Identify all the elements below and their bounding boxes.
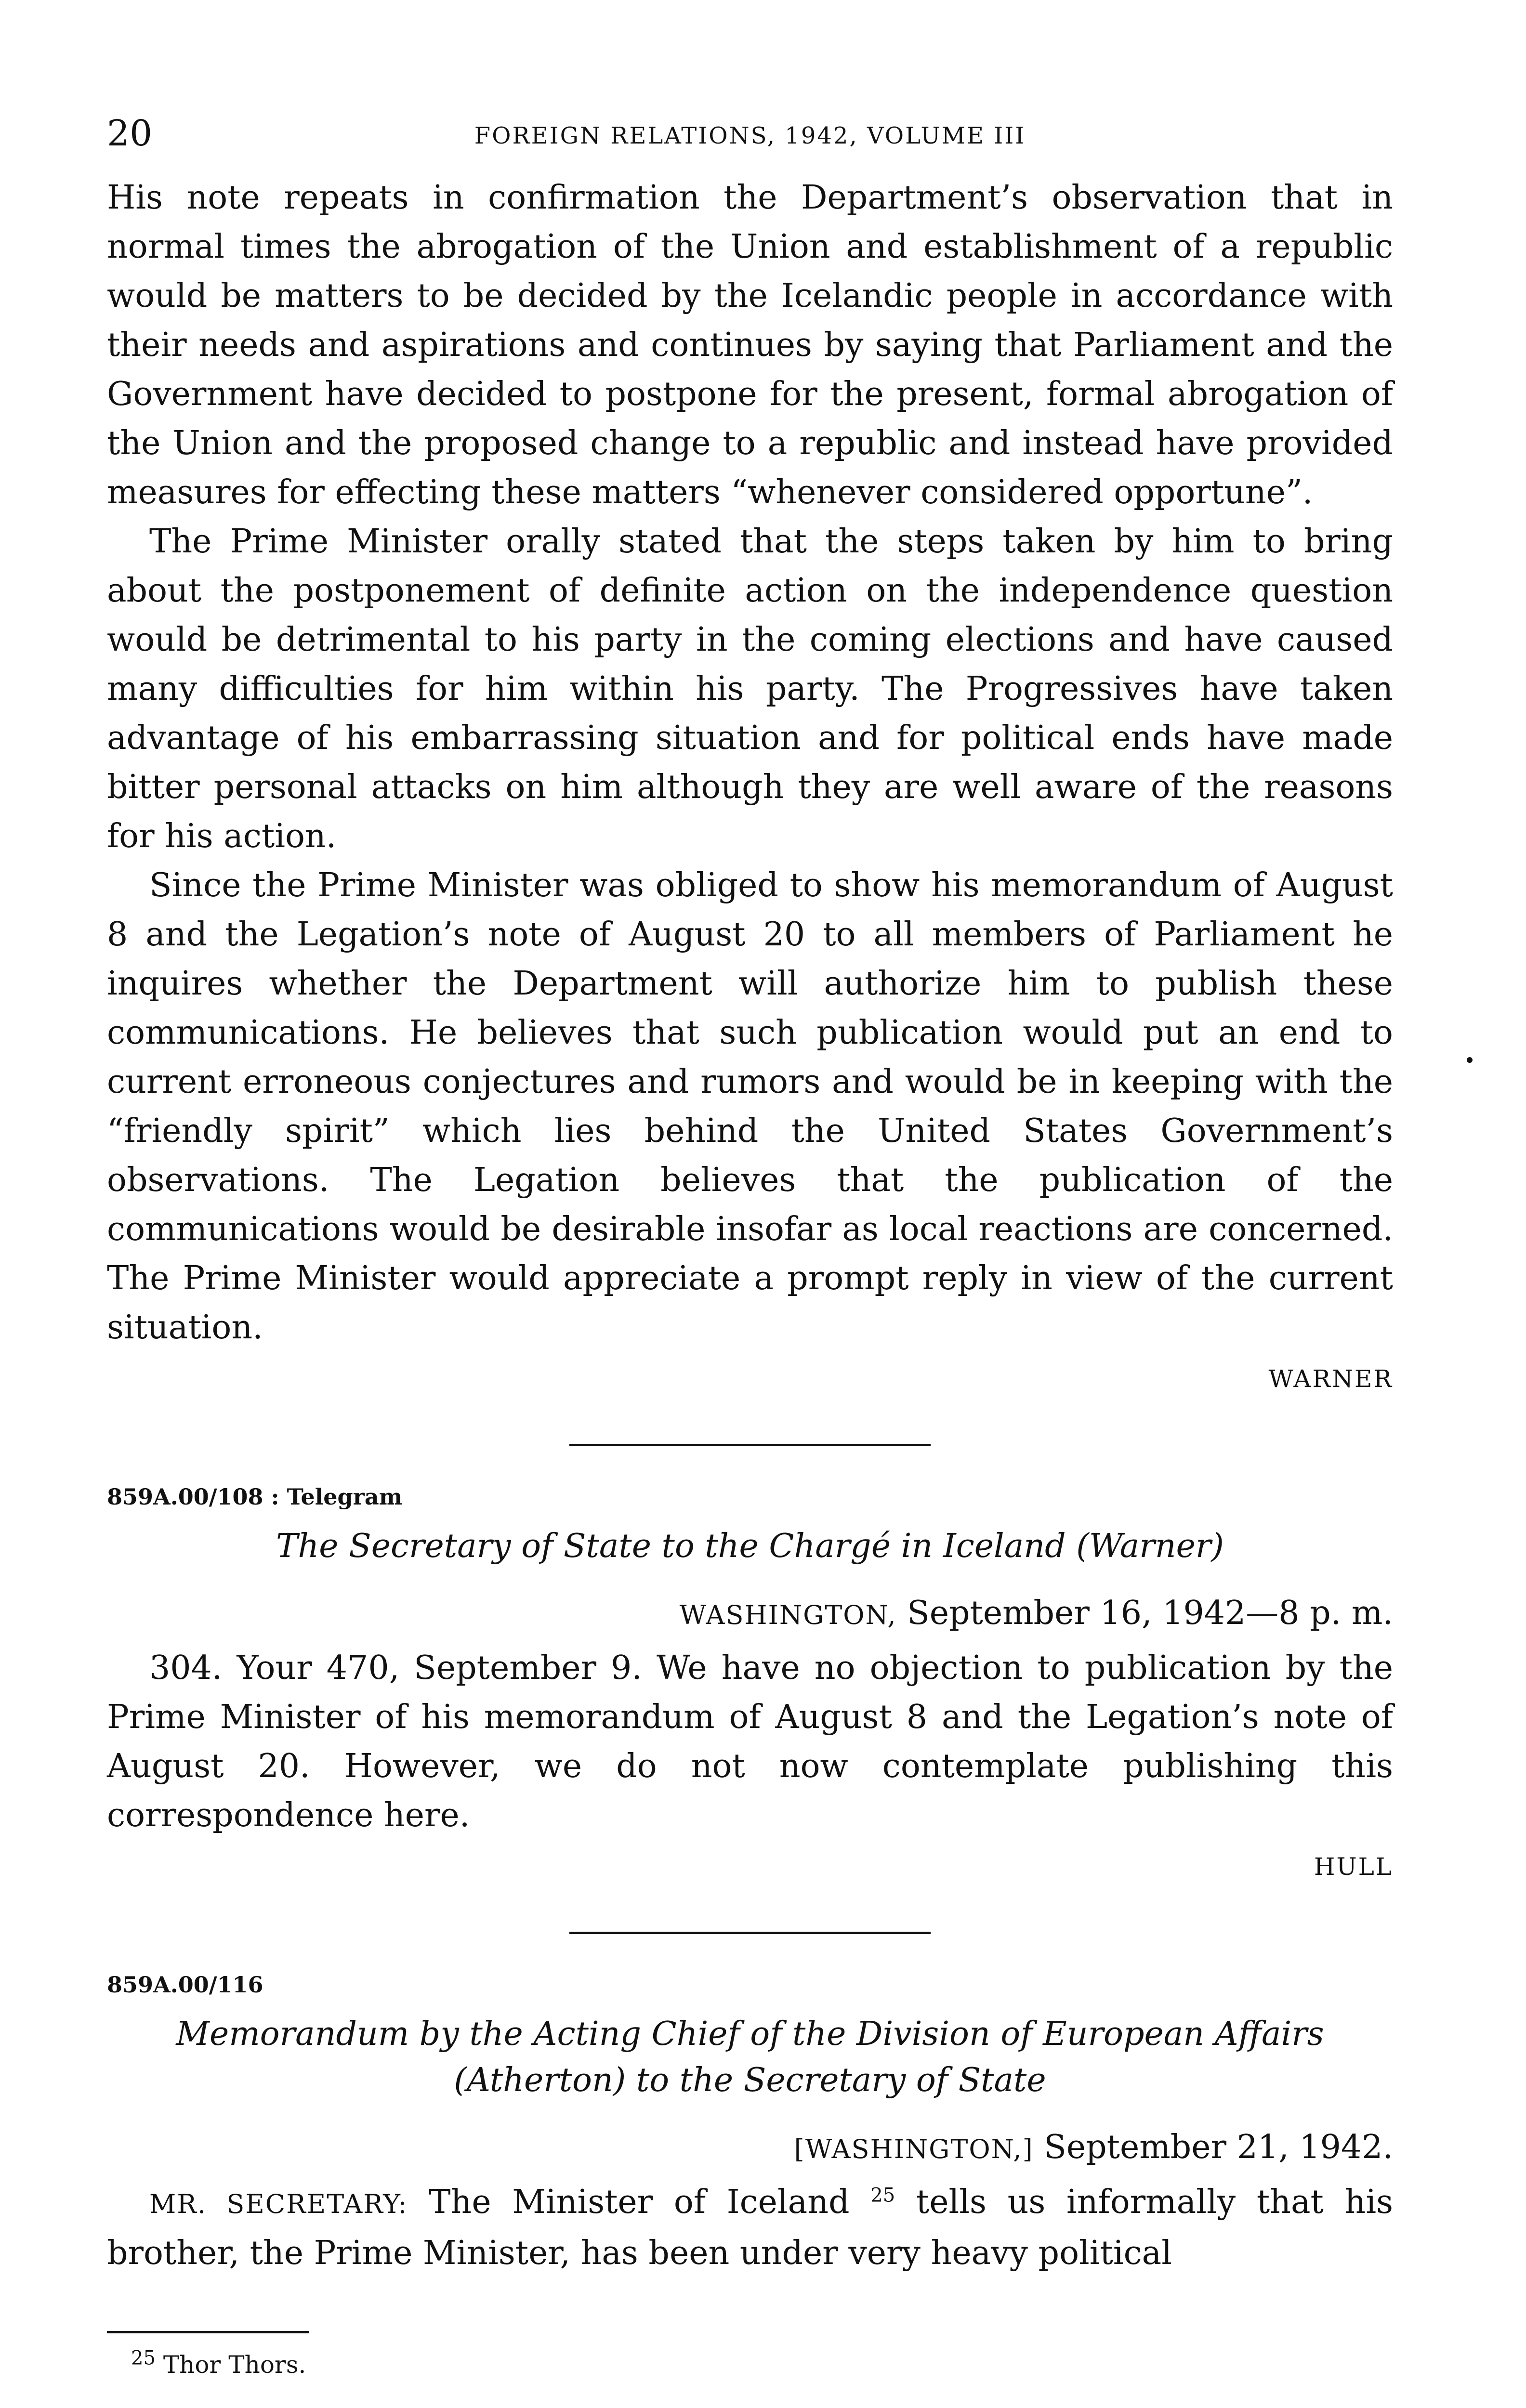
dateline-telegram [107, 1589, 1393, 1640]
running-head: FOREIGN RELATIONS, 1942, VOLUME III [474, 122, 1026, 149]
paragraph-telegram-body: 304. Your 470, September 9. We have no objection to publication by the Prime Minister of his memorandum of August 8 and the Legation’s note of August 20. However, we do not now contemplate publishing this correspondence here. [107, 1649, 1393, 1834]
salutation: MR. SECRETARY: [149, 2189, 408, 2219]
footnote [107, 2343, 1393, 2386]
document-title-telegram: The Secretary of State to the Chargé in Iceland (Warner) [276, 1527, 1224, 1565]
title-line: (Atherton) to the Secretary of State [454, 2061, 1046, 2099]
document-title-memorandum [107, 2011, 1393, 2104]
page-header [107, 113, 1393, 173]
memo-text-after-note: tells us informally that his brother, the Prime Minister, has been under very heavy political [107, 2183, 1393, 2272]
section-divider [569, 1932, 931, 1934]
signature-hull: HULL [1314, 1853, 1393, 1881]
title-line: Memorandum by the Acting Chief of the Division of European Affairs [176, 2015, 1324, 2053]
paragraph-prime-minister-statement: The Prime Minister orally stated that the steps taken by him to bring about the postponement of definite action on the independence question would be detrimental to his party in the coming elections and have caused many difficulties for him within his party. The Progressives have taken advantage of his embarrassing situation and for political ends have made bitter personal attacks on him although they are well aware of the reasons for his action. [107, 523, 1393, 855]
memo-text-before-note: The Minister of Iceland [429, 2183, 850, 2221]
signature-warner: WARNER [1268, 1365, 1393, 1393]
file-reference-memorandum: 859A.00/116 [107, 1972, 263, 1998]
paragraph-note-summary: His note repeats in confirmation the Department’s observation that in normal times the abrogation of the Union and establishment of a republic would be matters to be decided by the Icelandic people in accordance with their needs and aspirations and continues by saying that Parliament and the Government have decided to postpone for the present, formal abrogation of the Union and the proposed change to a republic and instead have provided measures for effecting these matters “whenever considered opportune”. [107, 179, 1393, 511]
file-reference-telegram: 859A.00/108 : Telegram [107, 1484, 403, 1510]
margin-mark [1467, 1057, 1473, 1063]
footnote-number: 25 [131, 2347, 156, 2369]
page-number: 20 [107, 113, 153, 154]
paragraph-memorandum-body [107, 2178, 1393, 2278]
document-page [107, 113, 1393, 2386]
dateline-place: [WASHINGTON,] [794, 2134, 1034, 2164]
footnote-divider [107, 2331, 309, 2333]
dateline-memorandum [107, 2123, 1393, 2174]
footnote-text: Thor Thors. [163, 2351, 306, 2379]
footnote-reference[interactable]: 25 [870, 2184, 895, 2207]
dateline-date: September 16, 1942—8 p. m. [907, 1594, 1393, 1632]
dateline-place: WASHINGTON, [679, 1600, 897, 1630]
section-divider [569, 1444, 931, 1446]
paragraph-publication-request: Since the Prime Minister was obliged to show his memorandum of August 8 and the Legation’s note of August 20 to all members of Parliament he inquires whether the Department will authorize him to publish these communications. He believes that such publication would put an end to current erroneous conjectures and rumors and would be in keeping with the “friendly spirit” which lies behind the United States Government’s observations. The Legation believes that the publication of the communications would be desirable insofar as local reactions are concerned. The Prime Minister would appreciate a prompt reply in view of the current situation. [107, 866, 1393, 1347]
dateline-date: September 21, 1942. [1044, 2128, 1393, 2166]
